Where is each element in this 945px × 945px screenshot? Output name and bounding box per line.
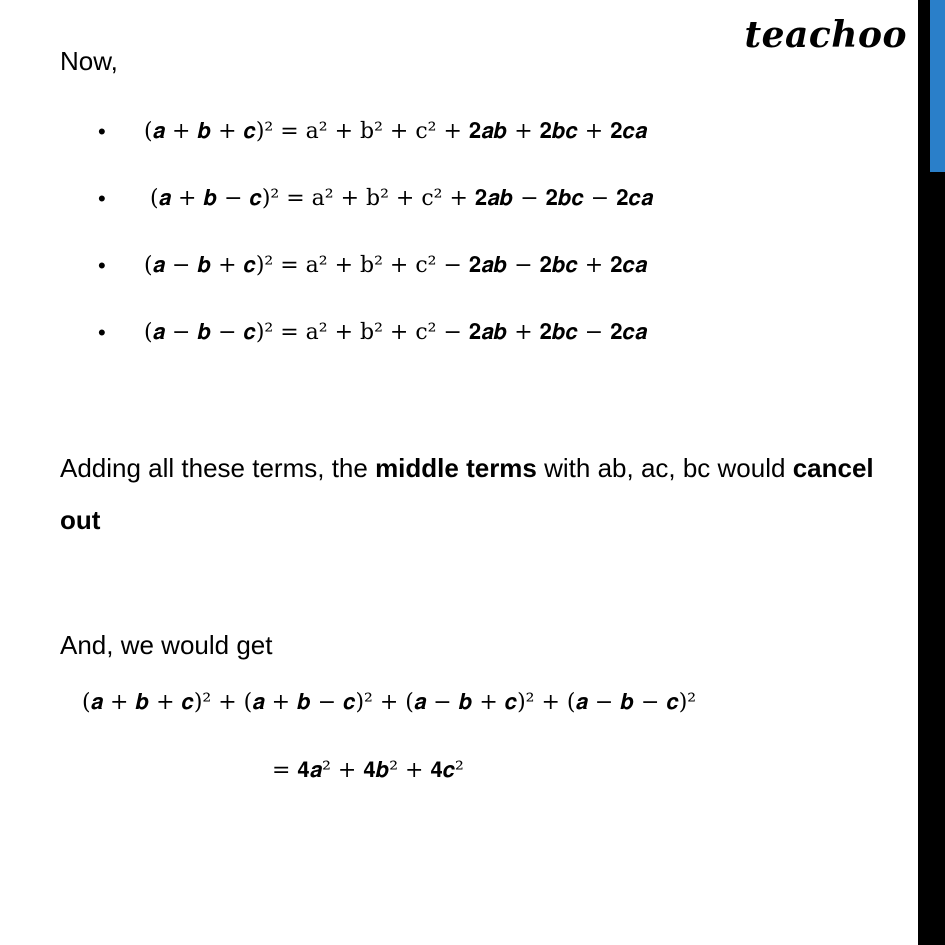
intro-label: Now, [60, 46, 118, 76]
bullet-icon: • [98, 320, 106, 345]
explanation-bold-cancel-out: cancel out [60, 453, 874, 535]
identity-text: (𝒂 − 𝒃 + 𝒄)² = a² + b² + c² − 𝟐𝒂𝒃 − 𝟐𝒃𝒄 + 𝟐𝒄𝒂 [144, 253, 648, 278]
identity-item [98, 244, 653, 311]
result-intro: And, we would get [60, 630, 273, 660]
identity-text: (𝒂 − 𝒃 − 𝒄)² = a² + b² + c² − 𝟐𝒂𝒃 + 𝟐𝒃𝒄 − 𝟐𝒄𝒂 [144, 320, 648, 345]
identity-list [98, 110, 653, 378]
identity-item [98, 110, 653, 177]
bullet-icon: • [98, 119, 106, 144]
result-equation-rhs: = 𝟒𝒂² + 𝟒𝒃² + 𝟒𝒄² [272, 758, 464, 783]
identity-item [98, 177, 653, 244]
bullet-icon: • [98, 186, 106, 211]
explanation-bold-middle-terms: middle terms [375, 453, 537, 483]
identity-item [98, 311, 653, 378]
side-bar [918, 0, 945, 945]
teachoo-logo: teachoo [744, 14, 907, 56]
identity-text: (𝒂 + 𝒃 − 𝒄)² = a² + b² + c² + 𝟐𝒂𝒃 − 𝟐𝒃𝒄 − 𝟐𝒄𝒂 [150, 186, 654, 211]
identity-text: (𝒂 + 𝒃 + 𝒄)² = a² + b² + c² + 𝟐𝒂𝒃 + 𝟐𝒃𝒄 + 𝟐𝒄𝒂 [144, 119, 648, 144]
explanation-text: Adding all these terms, the [60, 453, 376, 483]
explanation-text: with ab, ac, bc would [536, 453, 793, 483]
side-bar-accent [930, 0, 945, 172]
bullet-icon: • [98, 253, 106, 278]
result-equation-lhs: (𝒂 + 𝒃 + 𝒄)² + (𝒂 + 𝒃 − 𝒄)² + (𝒂 − 𝒃 + 𝒄)² + (𝒂 − 𝒃 − 𝒄)² [82, 690, 697, 715]
explanation-paragraph [60, 442, 900, 546]
